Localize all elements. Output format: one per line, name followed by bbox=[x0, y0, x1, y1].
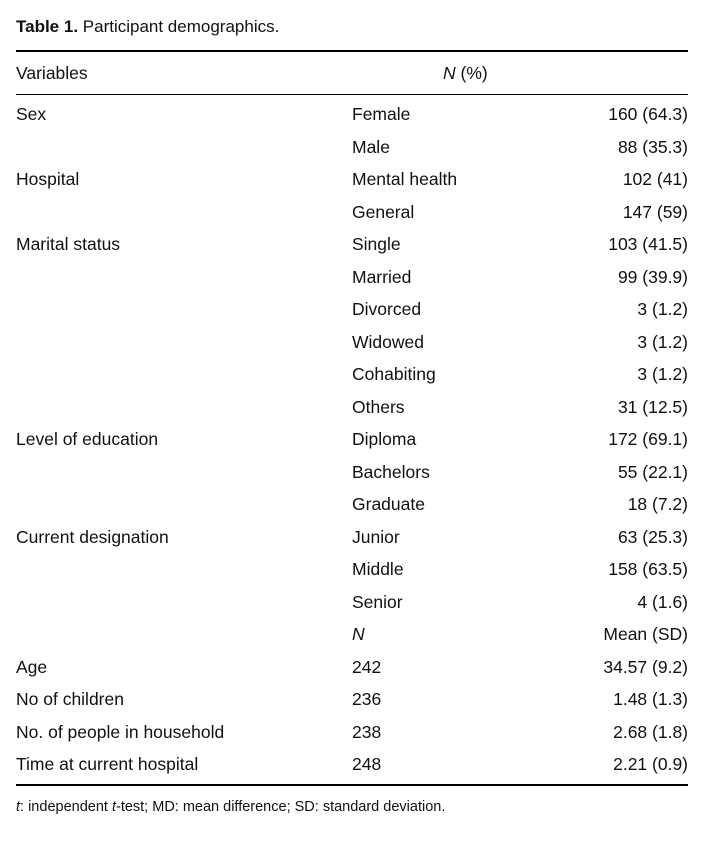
cell-variable bbox=[16, 131, 352, 164]
text-part: t bbox=[111, 798, 116, 815]
cell-value: 172 (69.1) bbox=[608, 429, 688, 449]
table-row bbox=[16, 683, 688, 716]
cell-variable: No of children bbox=[16, 689, 124, 709]
table-row bbox=[16, 553, 688, 586]
table-row bbox=[16, 456, 688, 489]
cell-variable: Sex bbox=[16, 104, 47, 124]
cell-category: Mental health bbox=[352, 169, 458, 189]
cell-variable bbox=[16, 618, 352, 651]
table-row bbox=[16, 131, 688, 164]
table-row bbox=[16, 618, 688, 651]
cell-category: 248 bbox=[352, 754, 382, 774]
cell-variable: Age bbox=[16, 656, 48, 677]
table-row bbox=[16, 228, 688, 261]
table-row bbox=[16, 293, 688, 326]
table-row bbox=[16, 358, 688, 391]
table-row bbox=[16, 98, 688, 131]
cell-value: Mean (SD) bbox=[603, 624, 688, 644]
table-body bbox=[16, 95, 688, 784]
cell-variable bbox=[16, 358, 352, 391]
bottom-rule bbox=[16, 784, 688, 786]
text-part: : independent bbox=[20, 798, 112, 815]
cell-category: Cohabiting bbox=[352, 364, 436, 384]
cell-category: 238 bbox=[352, 721, 382, 742]
cell-value: 18 (7.2) bbox=[627, 494, 688, 514]
cell-value: 3 (1.2) bbox=[637, 364, 688, 384]
cell-variable: No. of people in household bbox=[16, 721, 225, 742]
cell-category: Diploma bbox=[352, 429, 417, 449]
table-row bbox=[16, 716, 688, 749]
cell-value: 3 (1.2) bbox=[637, 331, 688, 352]
cell-variable bbox=[16, 293, 352, 326]
cell-variable bbox=[16, 391, 352, 424]
cell-category: 242 bbox=[352, 656, 382, 677]
cell-value: 158 (63.5) bbox=[608, 559, 688, 579]
cell-variable: Time at current hospital bbox=[16, 754, 199, 774]
text-part: (%) bbox=[455, 63, 488, 83]
table-row bbox=[16, 423, 688, 456]
cell-variable: Marital status bbox=[16, 234, 121, 254]
table-row bbox=[16, 586, 688, 619]
table-footnote bbox=[16, 796, 688, 818]
cell-value: 55 (22.1) bbox=[617, 461, 688, 482]
column-header-n-percent bbox=[443, 52, 488, 94]
cell-value: 147 (59) bbox=[622, 201, 688, 222]
table-title bbox=[16, 14, 688, 40]
table-row bbox=[16, 488, 688, 521]
cell-value: 102 (41) bbox=[622, 169, 688, 189]
cell-category: Widowed bbox=[352, 331, 424, 352]
cell-value: 34.57 (9.2) bbox=[603, 656, 688, 677]
cell-category: Others bbox=[352, 396, 405, 417]
text-part: t bbox=[16, 798, 21, 815]
cell-value: 160 (64.3) bbox=[608, 104, 688, 124]
table-number-label: Table 1. bbox=[16, 17, 79, 36]
cell-category: Graduate bbox=[352, 494, 425, 514]
cell-category: Male bbox=[352, 136, 390, 157]
table-row bbox=[16, 196, 688, 229]
cell-category: Female bbox=[352, 104, 411, 124]
cell-category: Divorced bbox=[352, 299, 422, 319]
cell-value: 3 (1.2) bbox=[637, 299, 688, 319]
cell-value: 88 (35.3) bbox=[617, 136, 688, 157]
cell-variable bbox=[16, 456, 352, 489]
table-row bbox=[16, 651, 688, 684]
cell-value: 2.21 (0.9) bbox=[613, 754, 688, 774]
cell-category: Married bbox=[352, 266, 412, 287]
table-row bbox=[16, 163, 688, 196]
cell-variable bbox=[16, 553, 352, 586]
text-part: N bbox=[443, 63, 456, 83]
cell-variable bbox=[16, 326, 352, 359]
cell-category: Junior bbox=[352, 526, 400, 547]
cell-value: 1.48 (1.3) bbox=[613, 689, 688, 709]
cell-value: 4 (1.6) bbox=[637, 591, 688, 612]
table-row bbox=[16, 391, 688, 424]
table-row bbox=[16, 521, 688, 554]
cell-category: 236 bbox=[352, 689, 382, 709]
cell-value: 103 (41.5) bbox=[608, 234, 688, 254]
table-row bbox=[16, 326, 688, 359]
cell-variable: Current designation bbox=[16, 526, 169, 547]
cell-category: General bbox=[352, 201, 415, 222]
cell-category: N bbox=[352, 624, 365, 644]
cell-category: Middle bbox=[352, 559, 404, 579]
cell-variable bbox=[16, 586, 352, 619]
cell-category: Bachelors bbox=[352, 461, 430, 482]
cell-value: 99 (39.9) bbox=[617, 266, 688, 287]
cell-value: 2.68 (1.8) bbox=[613, 721, 688, 742]
cell-variable bbox=[16, 196, 352, 229]
cell-variable bbox=[16, 488, 352, 521]
column-header-variables: Variables bbox=[16, 63, 88, 83]
cell-variable bbox=[16, 261, 352, 294]
table-row bbox=[16, 261, 688, 294]
cell-category: Senior bbox=[352, 591, 403, 612]
table-caption: Participant demographics. bbox=[78, 17, 280, 36]
table-header-row bbox=[16, 52, 688, 94]
cell-value: 31 (12.5) bbox=[617, 396, 688, 417]
cell-category: Single bbox=[352, 234, 401, 254]
text-part: -test; MD: mean difference; SD: standard deviation. bbox=[115, 798, 446, 815]
cell-variable: Level of education bbox=[16, 429, 159, 449]
cell-value: 63 (25.3) bbox=[617, 526, 688, 547]
table-row bbox=[16, 748, 688, 781]
cell-variable: Hospital bbox=[16, 169, 80, 189]
